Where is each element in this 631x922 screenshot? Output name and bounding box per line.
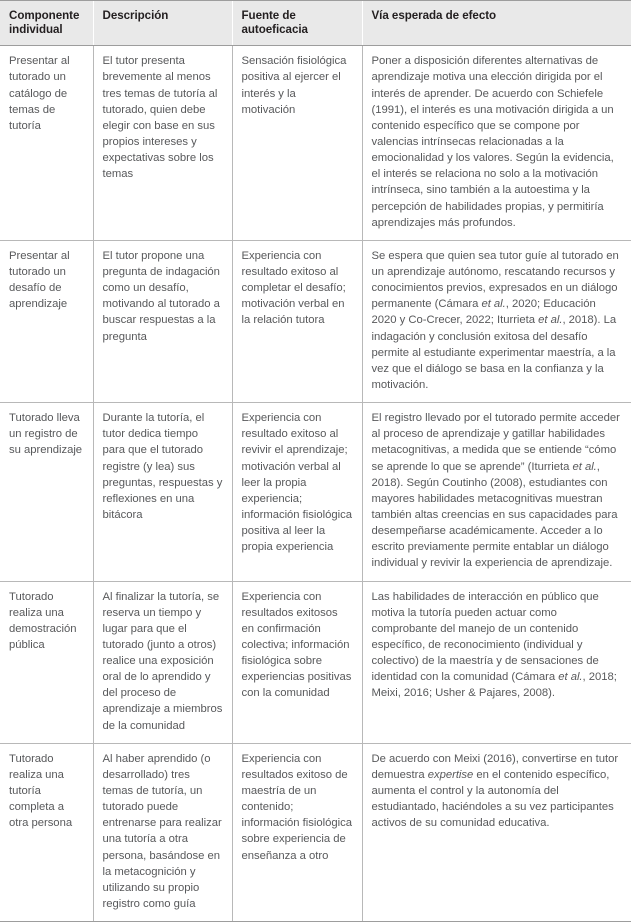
table-row [0, 403, 631, 581]
cell-via: De acuerdo con Meixi (2016), convertirse en tutor demuestra expertise en el contenido específico, aumenta el control y la autonomía del estudiantado, haciéndoles a su vez participantes activos de su comunidad educativa. [362, 743, 631, 921]
table-row [0, 46, 631, 241]
cell-fuente: Experiencia con resultado exitoso al completar el desafío; motivación verbal en la relación tutora [232, 240, 362, 402]
table-row [0, 240, 631, 402]
cell-via: Poner a disposición diferentes alternativas de aprendizaje motiva una elección dirigida por el interés de aprender. De acuerdo con Schiefele (1991), el interés es una motivación dirigida a un contenido específico que se compone por valencias intrínsecas relacionadas a la emocionalidad y los valores. Según la evidencia, el interés se relaciona no solo a la motivación intrínseca, sino también a la autoestima y la percepción de habilidades propias, y permitiría aprendizajes más profundos. [362, 46, 631, 241]
cell-via: Se espera que quien sea tutor guíe al tutorado en un aprendizaje autónomo, rescatando recursos y conocimientos previos, expresados en un diálogo permanente (Cámara et al., 2020; Educación 2020 y Co-Crecer, 2022; Iturrieta et al., 2018). La indagación y conclusión exitosa del desafío permite al estudiante experimentar maestría, a la vez que el diálogo se basa en la confianza y la motivación. [362, 240, 631, 402]
cell-fuente: Experiencia con resultados exitoso de maestría de un contenido; información fisiológica sobre experiencia de enseñanza a otro [232, 743, 362, 921]
cell-componente: Tutorado realiza una tutoría completa a otra persona [0, 743, 93, 921]
cell-fuente: Experiencia con resultados exitosos en confirmación colectiva; información fisiológica sobre experiencias positivas con la comunidad [232, 581, 362, 743]
column-header-componente: Componente individual [0, 1, 93, 46]
cell-fuente: Sensación fisiológica positiva al ejercer el interés y la motivación [232, 46, 362, 241]
cell-via: Las habilidades de interacción en público que motiva la tutoría pueden actuar como comprobante del manejo de un contenido específico, de reconocimiento (individual y colectivo) de la maestría y de sensaciones de identidad con la comunidad (Cámara et al., 2018; Meixi, 2016; Usher & Pajares, 2008). [362, 581, 631, 743]
column-header-descripcion: Descripción [93, 1, 232, 46]
cell-componente: Presentar al tutorado un desafío de aprendizaje [0, 240, 93, 402]
cell-descripcion: Al finalizar la tutoría, se reserva un tiempo y lugar para que el tutorado (junto a otros) realice una exposición oral de lo aprendido y del proceso de aprendizaje a miembros de la comunidad [93, 581, 232, 743]
table-row [0, 743, 631, 921]
cell-fuente: Experiencia con resultado exitoso al revivir el aprendizaje; motivación verbal al leer la propia experiencia; información fisiológica positiva al leer la propia experiencia [232, 403, 362, 581]
cell-descripcion: El tutor presenta brevemente al menos tres temas de tutoría al tutorado, quien debe elegir con base en sus propios intereses y expectativas sobre los temas [93, 46, 232, 241]
table-body [0, 46, 631, 922]
cell-descripcion: Al haber aprendido (o desarrollado) tres temas de tutoría, un tutorado puede entrenarse para realizar una tutoría a otra persona, basándose en la metacognición y utilizando su propio registro como guía [93, 743, 232, 921]
cell-descripcion: Durante la tutoría, el tutor dedica tiempo para que el tutorado registre (y lea) sus preguntas, respuestas y reflexiones en una bitácora [93, 403, 232, 581]
cell-componente: Tutorado realiza una demostración pública [0, 581, 93, 743]
column-header-via: Vía esperada de efecto [362, 1, 631, 46]
column-header-fuente: Fuente de autoeficacia [232, 1, 362, 46]
header-row [0, 1, 631, 46]
cell-componente: Presentar al tutorado un catálogo de temas de tutoría [0, 46, 93, 241]
cell-componente: Tutorado lleva un registro de su aprendizaje [0, 403, 93, 581]
cell-descripcion: El tutor propone una pregunta de indagación como un desafío, motivando al tutorado a buscar respuestas a la pregunta [93, 240, 232, 402]
table-row [0, 581, 631, 743]
cell-via: El registro llevado por el tutorado permite acceder al proceso de aprendizaje y gatillar habilidades metacognitivas, a medida que se entiende “cómo se aprende lo que se aprende” (Iturrieta et al., 2018). Según Coutinho (2008), estudiantes con mayores habilidades metacognitivas muestran también altas creencias en sus capacidades para desempeñarse académicamente. Acceder a lo escrito previamente permite entablar un diálogo individual y revivir la experiencia de aprendizaje. [362, 403, 631, 581]
table-header [0, 1, 631, 46]
